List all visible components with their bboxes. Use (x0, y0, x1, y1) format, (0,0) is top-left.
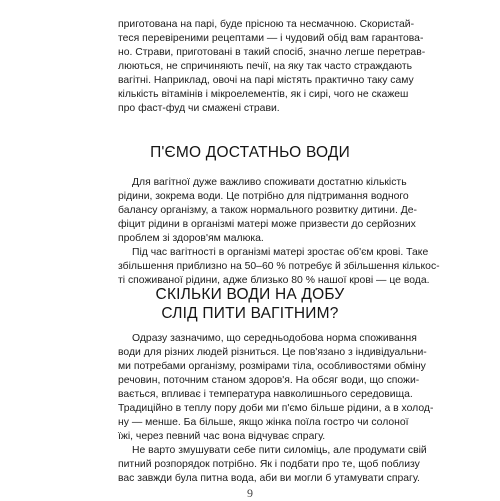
text-line: вагітні. Наприклад, овочі на парі містять практично таку саму (118, 75, 414, 86)
text-line: проблем зі здоров'ям малюка. (118, 233, 264, 244)
page-number: 9 (247, 486, 253, 500)
text-line: люються, не спричиняють печії, на яку так часто страждають (118, 61, 413, 72)
section-heading: П'ЄМО ДОСТАТНЬО ВОДИ (150, 144, 350, 161)
text-line: питний розпорядок потрібно. Як і подбати про те, щоб поблизу (118, 459, 420, 470)
text-line: їжі, через певний час вона відчуває спрагу. (118, 431, 326, 442)
text-line: води для різних людей різниться. Це пов'язано з індивідуальни- (118, 347, 427, 358)
text-line: Традиційно в теплу пору доби ми п'ємо більше рідини, а в холод- (118, 403, 434, 414)
text-line: Під час вагітності в організмі матері зростає об'єм крові. Таке (132, 247, 429, 258)
text-line: збільшення приблизно на 50–60 % потребує й збільшення кількос- (118, 261, 440, 272)
subsection-heading-line2: СЛІД ПИТИ ВАГІТНИМ? (161, 305, 339, 322)
text-line: ну — менше. Ба більше, якщо жінка поїла гостро чи солоної (118, 417, 409, 428)
text-line: про фаст-фуд чи смажені страви. (118, 103, 280, 114)
text-line: балансу організму, а також нормального розвитку дитини. Де- (118, 205, 417, 216)
subsection-heading-line1: СКІЛЬКИ ВОДИ НА ДОБУ (155, 286, 345, 303)
text-line: Одразу зазначимо, що середньодобова норма споживання (132, 333, 417, 344)
text-line: ми потребами організму, розмірами тіла, особливостями обміну (118, 361, 426, 372)
text-line: рідини, зокрема води. Це потрібно для підтримання водного (118, 191, 409, 202)
text-line: вас завжди була питна вода, аби ви могли б утамувати спрагу. (118, 473, 420, 484)
text-line: Не варто змушувати себе пити силоміць, але продумати свій (132, 445, 427, 456)
text-line: но. Страви, приготовані в такий спосіб, значно легше перетрав- (118, 47, 426, 58)
text-line: Для вагітної дуже важливо споживати достатню кількість (132, 177, 407, 188)
text-line: теся перевіреними рецептами — і чудовий обід вам гарантова- (118, 33, 424, 44)
text-line: кількість вітамінів і мікроелементів, як і сирі, чого не скажеш (118, 89, 409, 100)
text-line: вається, впливає і температура навколишнього середовища. (118, 389, 413, 400)
text-line: фіцит рідини в організмі матері може призвести до серйозних (118, 219, 416, 230)
text-line: речовин, поточним станом здоров'я. На обсяг води, що спожи- (118, 375, 420, 386)
text-line: ті споживаної рідини, адже близько 80 % нашої крові — це вода. (118, 275, 430, 286)
text-line: приготована на парі, буде прісною та несмачною. Скористай- (118, 19, 415, 30)
